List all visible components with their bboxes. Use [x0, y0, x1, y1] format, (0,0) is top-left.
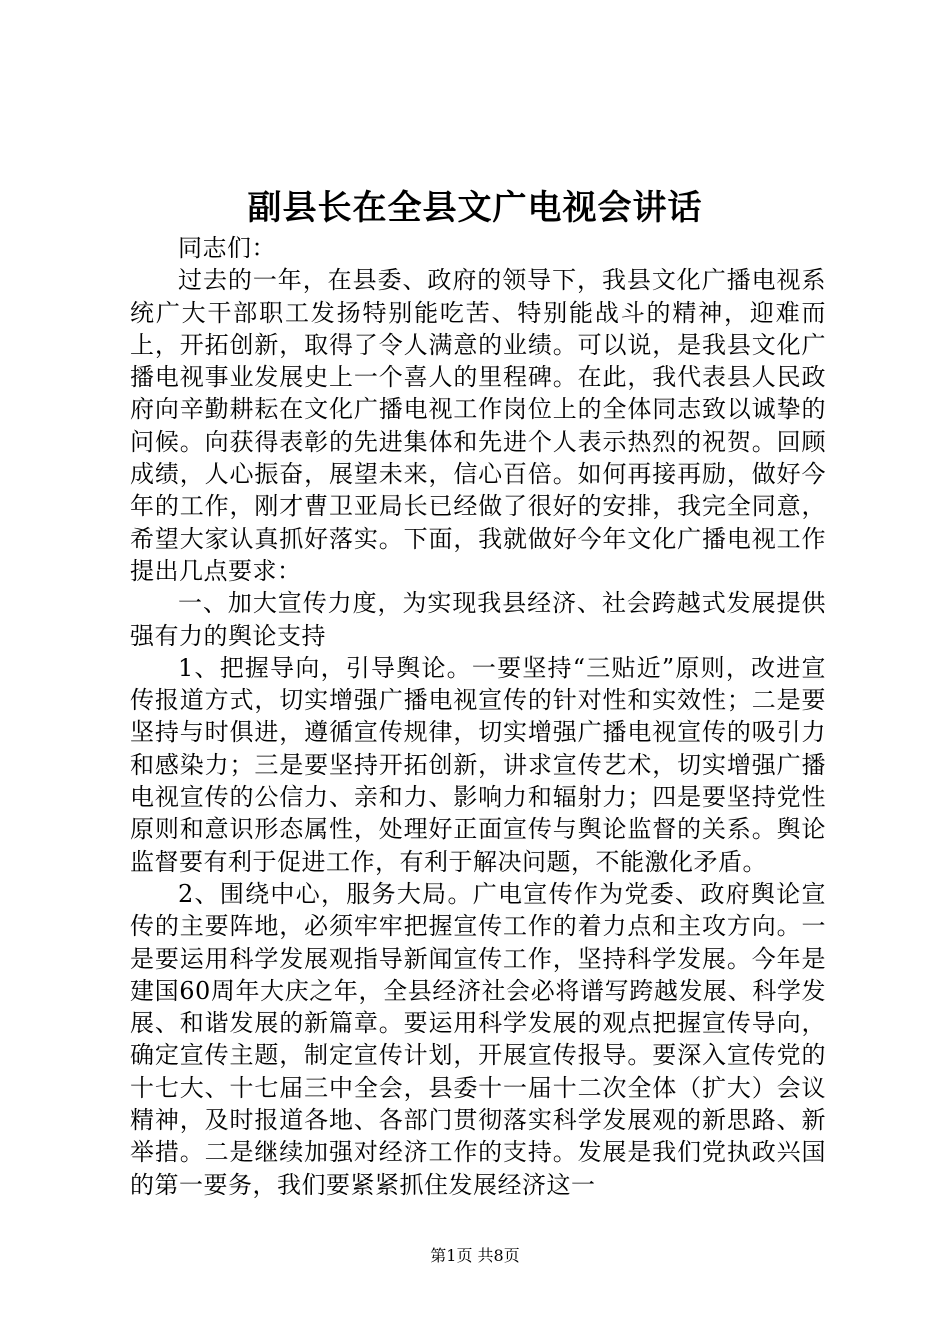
salutation: 同志们： [178, 234, 276, 262]
document-body [130, 232, 826, 1201]
page-footer: 第1页 共8页 [430, 1246, 520, 1265]
section-heading: 一、加大宣传力度，为实现我县经济、社会跨越式发展提供强有力的舆论支持 [130, 589, 826, 650]
paragraph: 1、把握导向，引导舆论。一要坚持“三贴近”原则，改进宣传报道方式，切实增强广播电视宣传的针对性和实效性；二是要坚持与时俱进，遵循宣传规律，切实增强广播电视宣传的吸引力和感染力；三是要坚持开拓创新，讲求宣传艺术，切实增强广播电视宣传的公信力、亲和力、影响力和辐射力；四是要坚持党性原则和意识形态属性，处理好正面宣传与舆论监督的关系。舆论监督要有利于促进工作，有利于解决问题，不能激化矛盾。 [130, 653, 826, 876]
paragraph: 过去的一年，在县委、政府的领导下，我县文化广播电视系统广大干部职工发扬特别能吃苦、特别能战斗的精神，迎难而上，开拓创新，取得了令人满意的业绩。可以说，是我县文化广播电视事业发展史上一个喜人的里程碑。在此，我代表县人民政府向辛勤耕耘在文化广播电视工作岗位上的全体同志致以诚挚的问候。向获得表彰的先进集体和先进个人表示热烈的祝贺。回顾成绩，人心振奋，展望未来，信心百倍。如何再接再励，做好今年的工作，刚才曹卫亚局长已经做了很好的安排，我完全同意，希望大家认真抓好落实。下面，我就做好今年文化广播电视工作提出几点要求： [130, 266, 826, 585]
document-title: 副县长在全县文广电视会讲话 [247, 188, 703, 228]
paragraph: 2、围绕中心，服务大局。广电宣传作为党委、政府舆论宣传的主要阵地，必须牢牢把握宣传工作的着力点和主攻方向。一是要运用科学发展观指导新闻宣传工作，坚持科学发展。今年是建国60周年大庆之年，全县经济社会必将谱写跨越发展、科学发展、和谐发展的新篇章。要运用科学发展的观点把握宣传导向，确定宣传主题，制定宣传计划，开展宣传报导。要深入宣传党的十七大、十七届三中全会，县委十一届十二次全体（扩大）会议精神，及时报道各地、各部门贯彻落实科学发展观的新思路、新举措。二是继续加强对经济工作的支持。发展是我们党执政兴国的第一要务，我们要紧紧抓住发展经济这一 [130, 879, 826, 1199]
